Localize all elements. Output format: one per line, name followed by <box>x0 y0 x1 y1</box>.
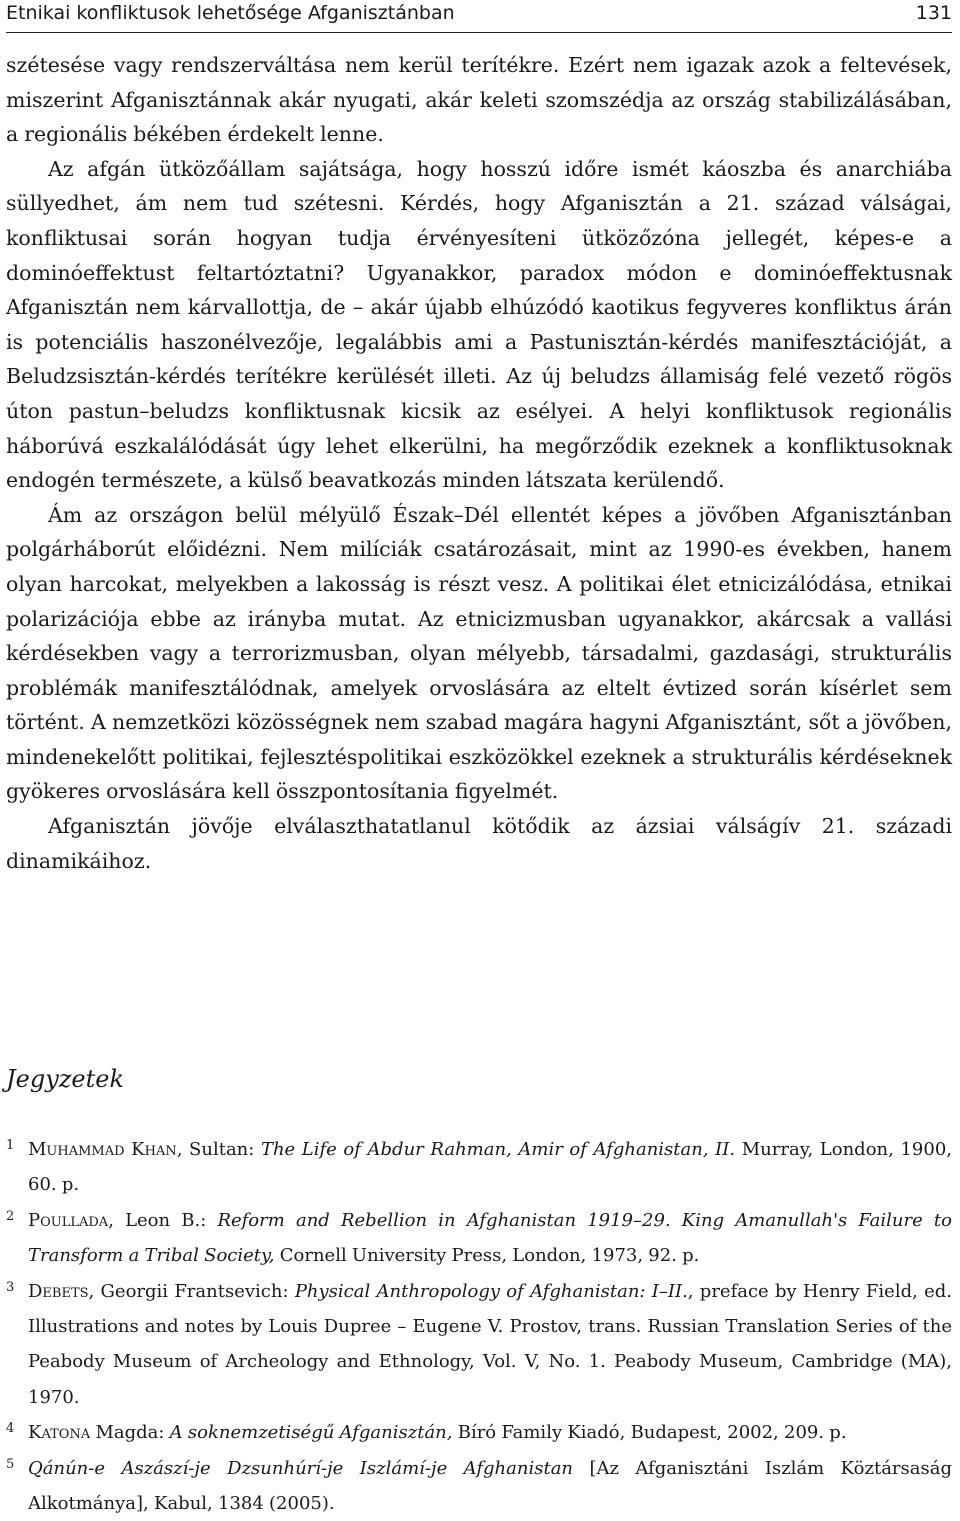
footnote-number: 5 <box>6 1456 15 1472</box>
footnote-text: [Az Afganisztáni Iszlám Köztársaság Alkotmánya], Kabul, 1384 (2005). <box>28 1457 952 1515</box>
footnote-author: Poullada <box>28 1209 109 1231</box>
page-number: 131 <box>915 2 952 24</box>
paragraph-3: Ám az országon belül mélyülő Észak–Dél ellentét képes a jövőben Afganisztánban polgárháborút előidézni. Nem milíciák csatározásait, mint az 1990-es években, hanem olyan harcokat, melyekben a lakosság is részt vesz. A politikai élet etnicizálódása, etnikai polarizációja ebbe az irányba mutat. Az etnicizmusban ugyanakkor, akárcsak a vallási kérdésekben vagy a terrorizmusban, olyan mélyebb, társadalmi, gazdasági, strukturális problémák manifesztálódnak, amelyek orvoslására az eltelt évtized során kísérlet sem történt. A nemzetközi közösségnek nem szabad magára hagyni Afganisztánt, sőt a jövőben, mindenekelőtt politikai, fejlesztéspolitikai eszközökkel ezeknek a strukturális kérdéseknek gyökeres orvoslására kell összpontosítania figyelmét. <box>6 502 952 804</box>
footnote-text: Cornell University Press, London, 1973, 92. p. <box>274 1245 700 1267</box>
footnote-number: 3 <box>6 1279 15 1295</box>
footnote-title: Reform and Rebellion in Afghanistan 1919–29. King Amanullah's Failure to Transform a Tribal Society, <box>28 1209 952 1267</box>
footnote-text: , Leon B.: <box>108 1209 218 1231</box>
footnote-title: The Life of Abdur Rahman, Amir of Afghanistan, II. <box>260 1139 736 1160</box>
footnote-text: Murray, London, 1900, 60. p. <box>28 1139 952 1196</box>
footnote-title: A soknemzetiségű Afganisztán, <box>169 1422 453 1444</box>
footnote-4 <box>6 1415 952 1450</box>
footnote-number: 1 <box>6 1138 15 1153</box>
footnote-number: 4 <box>6 1421 15 1437</box>
footnote-5 <box>6 1451 952 1521</box>
footnote-text: Magda: <box>90 1422 170 1444</box>
footnotes-list <box>6 1132 952 1521</box>
main-text <box>6 48 952 878</box>
running-title: Etnikai konfliktusok lehetősége Afganisztánban <box>6 2 455 24</box>
paragraph-4: Afganisztán jövője elválaszthatatlanul kötődik az ázsiai válságív 21. századi dinamikáihoz. <box>6 814 952 873</box>
running-header <box>6 0 952 33</box>
footnote-text: Bíró Family Kiadó, Budapest, 2002, 209. p. <box>452 1422 847 1444</box>
footnote-number: 2 <box>6 1208 15 1224</box>
footnote-author: Debets <box>28 1280 89 1302</box>
footnote-author: Muhammad Khan <box>28 1139 177 1160</box>
footnote-title: Physical Anthropology of Afghanistan: I–II. <box>294 1280 688 1302</box>
footnote-2 <box>6 1203 952 1274</box>
footnote-3 <box>6 1274 952 1416</box>
footnote-text: , preface by Henry Field, ed. Illustrations and notes by Louis Dupree – Eugene V. Prostov, trans. Russian Translation Series of the Peabody Museum of Archeology and Ethnology, Vol. V, No. 1. Peabody Museum, Cambridge (MA), 1970. <box>28 1280 952 1408</box>
footnote-title: Qánún-e Aszászí-je Dzsunhúrí-je Iszlámí-je Afghanistan <box>28 1457 574 1479</box>
paragraph-1: szétesése vagy rendszerváltása nem kerül terítékre. Ezért nem igazak azok a feltevések, miszerint Afganisztánnak akár nyugati, akár keleti szomszédja az ország stabilizálásában, a regionális békében érdekelt lenne. <box>6 53 952 147</box>
notes-heading: Jegyzetek <box>6 1065 124 1093</box>
footnote-author: Katona <box>28 1422 91 1444</box>
paragraph-2: Az afgán ütközőállam sajátsága, hogy hosszú időre ismét káoszba és anarchiába süllyedhet, ám nem tud szétesni. Kérdés, hogy Afganisztán a 21. század válságai, konfliktusai során hogyan tudja érvényesíteni ütközőzóna jellegét, képes-e a dominóeffektust feltartóztatni? Ugyanakkor, paradox módon e dominóeffektusnak Afganisztán nem kárvallottja, de – akár újabb elhúzódó kaotikus fegyveres konfliktus árán is potenciális haszonélvezője, legalábbis ami a Pastunisztán-kérdés manifesztációját, a Beludzsisztán-kérdés terítékre kerülését illeti. Az új beludzs államiság felé vezető rögös úton pastun–beludzs konfliktusnak kicsik az esélyei. A helyi konfliktusok regionális háborúvá eszkalálódását úgy lehet elkerülni, ha megőrződik ezeknek a konfliktusoknak endogén természete, a külső beavatkozás minden látszata kerülendő. <box>6 156 952 493</box>
footnote-text: , Sultan: <box>176 1139 261 1160</box>
footnote-text: , Georgii Frantsevich: <box>88 1280 295 1302</box>
footnote-1 <box>6 1132 952 1203</box>
